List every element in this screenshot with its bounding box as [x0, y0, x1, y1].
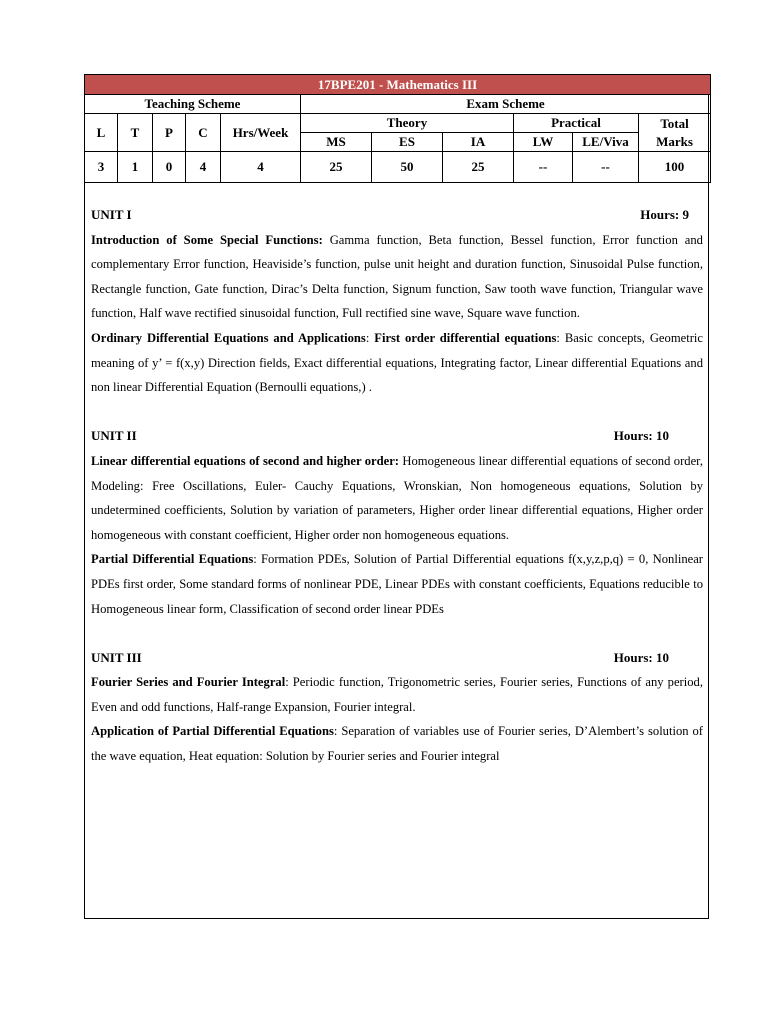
col-hrs-week: Hrs/Week — [221, 114, 301, 152]
unit-2-topic-1 — [91, 449, 703, 547]
topic-body: : Formation PDEs, Solution of Partial Differential equations f(x,y,z,p,q) = 0, Nonlinear PDEs first order, Some standard forms of nonlinear PDE, Linear PDEs with constant coefficients, Equations reducible to Homogeneous linear form, Classification of second order linear PDEs — [91, 552, 703, 616]
unit-1-topic-1 — [91, 228, 703, 326]
col-ms: MS — [301, 133, 372, 152]
marks-label: Marks — [656, 133, 693, 149]
unit-3-header — [91, 646, 703, 671]
syllabus-frame — [84, 74, 709, 919]
col-p: P — [153, 114, 186, 152]
total-marks-header — [639, 114, 711, 152]
topic-body: : Periodic function, Trigonometric series, Fourier series, Functions of any period, Even and odd functions, Half-range Expansion, Fourier integral. — [91, 675, 703, 714]
value-es: 50 — [372, 152, 443, 183]
col-es: ES — [372, 133, 443, 152]
unit-3-topic-1 — [91, 670, 703, 719]
unit-3-topic-2 — [91, 719, 703, 768]
teaching-scheme-header: Teaching Scheme — [85, 95, 301, 114]
col-c: C — [186, 114, 221, 152]
exam-scheme-header: Exam Scheme — [301, 95, 711, 114]
scheme-table — [84, 74, 711, 183]
unit-1-header — [91, 203, 703, 228]
value-t: 1 — [118, 152, 153, 183]
value-hrs-week: 4 — [221, 152, 301, 183]
value-ia: 25 — [443, 152, 514, 183]
unit-2-topic-2 — [91, 547, 703, 621]
topic-body: : Basic concepts, Geometric meaning of y’ = f(x,y) Direction fields, Exact differential equations, Integrating factor, Linear differential Equations and non linear Differential Equation (Bernoulli equations,) . — [91, 330, 703, 395]
col-le-viva: LE/Viva — [573, 133, 639, 152]
unit-hours: Hours: 10 — [613, 428, 669, 444]
col-l: L — [85, 114, 118, 152]
unit-2-header — [91, 424, 703, 449]
value-p: 0 — [153, 152, 186, 183]
topic-heading: Ordinary Differential Equations and Applications — [91, 330, 366, 345]
topic-body: Gamma function, Beta function, Bessel function, Error function and complementary Error function, Heaviside’s function, pulse unit height and duration function, Sinusoidal Pulse function, Rectangle function, Gate function, Dirac’s Delta function, Signum function, Saw tooth wave function, Triangular wave function, Half wave rectified sinusoidal function, Full rectified sine wave, Square wave function. — [91, 232, 703, 321]
unit-title: UNIT II — [91, 428, 137, 444]
topic-heading: Linear differential equations of second and higher order: — [91, 453, 399, 468]
syllabus-content — [91, 203, 703, 769]
value-total-marks: 100 — [639, 152, 711, 183]
col-ia: IA — [443, 133, 514, 152]
topic-heading: Partial Differential Equations — [91, 552, 254, 567]
total-label: Total — [660, 115, 689, 131]
value-le-viva: -- — [573, 152, 639, 183]
topic-subheading: First order differential equations — [374, 330, 557, 345]
value-ms: 25 — [301, 152, 372, 183]
topic-heading: Introduction of Some Special Functions: — [91, 232, 323, 247]
value-l: 3 — [85, 152, 118, 183]
topic-heading: Application of Partial Differential Equations — [91, 724, 334, 739]
unit-1-topic-2 — [91, 326, 703, 400]
unit-title: UNIT I — [91, 207, 132, 222]
course-title: 17BPE201 - Mathematics III — [85, 75, 711, 95]
unit-hours: Hours: 10 — [613, 649, 669, 665]
topic-separator: : — [365, 330, 375, 345]
col-t: T — [118, 114, 153, 152]
practical-header: Practical — [514, 114, 639, 133]
value-c: 4 — [186, 152, 221, 183]
col-lw: LW — [514, 133, 573, 152]
topic-body: : Separation of variables use of Fourier series, D’Alembert’s solution of the wave equation, Heat equation: Solution by Fourier series and Fourier integral — [91, 724, 703, 764]
topic-body: Homogeneous linear differential equations of second order, Modeling: Free Oscillations, Euler- Cauchy Equations, Wronskian, Non homogeneous equations, Solution by undetermined coefficients, Solution by variation of parameters, Higher order linear differential equations, Higher order homogeneous with constant coefficient, Higher order non homogeneous equations. — [91, 453, 703, 542]
theory-header: Theory — [301, 114, 514, 133]
value-lw: -- — [514, 152, 573, 183]
topic-heading: Fourier Series and Fourier Integral — [91, 675, 286, 690]
unit-title: UNIT III — [91, 649, 142, 665]
unit-hours: Hours: 9 — [640, 207, 689, 222]
